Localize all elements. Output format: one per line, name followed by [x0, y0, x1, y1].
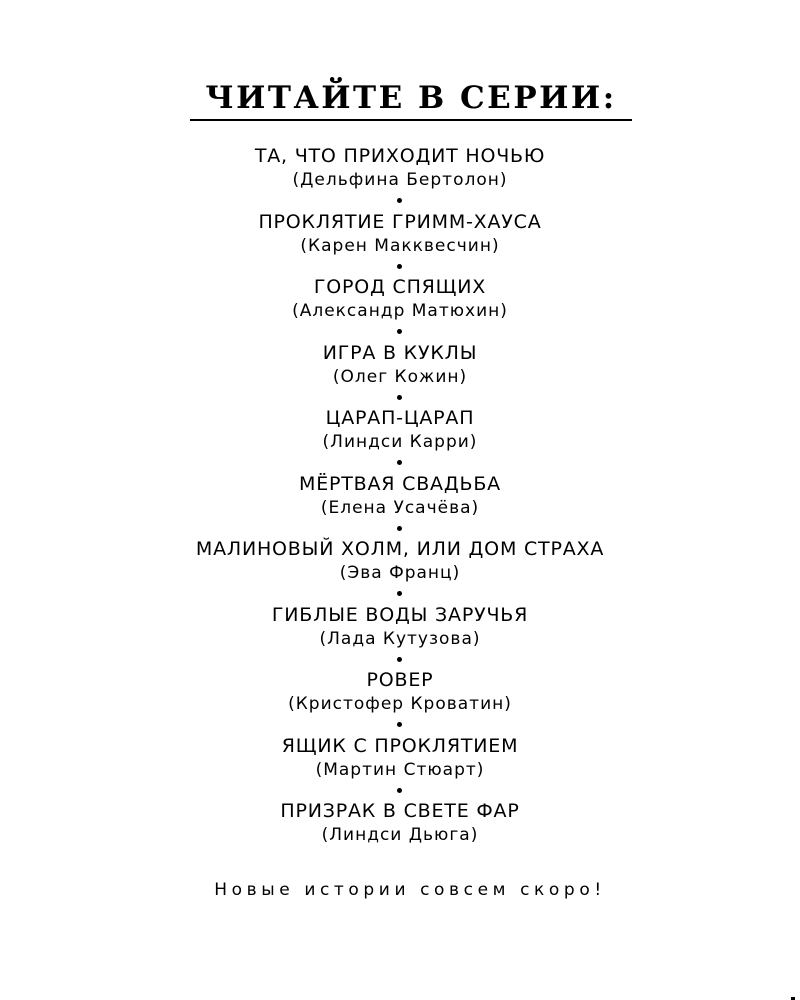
book-entry — [0, 799, 800, 865]
book-title: ПРИЗРАК В СВЕТЕ ФАР — [280, 800, 520, 822]
book-title: ПРОКЛЯТИЕ ГРИММ-ХАУСА — [258, 210, 542, 233]
book-title: ГОРОД СПЯЩИХ — [313, 276, 487, 298]
book-author: (Карен Макквесчин) — [300, 235, 500, 256]
book-entry — [0, 668, 800, 734]
separator-dot — [397, 329, 402, 334]
book-entry — [0, 275, 800, 341]
book-author: (Эва Франц) — [339, 563, 461, 583]
heading-underline — [190, 119, 632, 121]
book-entry — [0, 472, 800, 538]
book-title: МЁРТВАЯ СВАДЬБА — [299, 472, 501, 495]
book-entry — [0, 603, 800, 669]
book-title: ИГРА В КУКЛЫ — [322, 341, 478, 364]
coming-soon-note: Новые истории совсем скоро! — [214, 880, 606, 900]
book-title: ГИБЛЫЕ ВОДЫ ЗАРУЧЬЯ — [271, 603, 529, 626]
series-heading: ЧИТАЙТЕ В СЕРИИ: — [205, 80, 617, 116]
separator-dot — [397, 788, 402, 793]
book-title: ТА, ЧТО ПРИХОДИТ НОЧЬЮ — [254, 145, 546, 167]
separator-dot — [397, 657, 402, 662]
book-entry — [0, 144, 800, 210]
book-title: ЯЩИК С ПРОКЛЯТИЕМ — [281, 734, 519, 757]
book-author: (Линдси Дьюга) — [321, 825, 479, 845]
book-entry — [0, 210, 800, 276]
book-list — [0, 144, 800, 865]
book-title: ЦАРАП-ЦАРАП — [325, 407, 475, 429]
separator-dot — [397, 591, 402, 596]
book-author: (Линдси Карри) — [322, 432, 478, 452]
book-author: (Лада Кутузова) — [319, 628, 481, 649]
book-entry — [0, 537, 800, 603]
book-author: (Кристофер Кроватин) — [288, 694, 512, 714]
book-author: (Олег Кожин) — [332, 366, 468, 387]
book-title: РОВЕР — [366, 669, 434, 691]
book-author: (Дельфина Бертолон) — [292, 170, 508, 190]
separator-dot — [397, 526, 402, 531]
book-author: (Елена Усачёва) — [320, 497, 480, 518]
separator-dot — [397, 460, 402, 465]
separator-dot — [397, 264, 402, 269]
book-title: МАЛИНОВЫЙ ХОЛМ, ИЛИ ДОМ СТРАХА — [195, 538, 605, 560]
book-author: (Мартин Стюарт) — [315, 759, 485, 780]
book-entry — [0, 406, 800, 472]
book-entry — [0, 734, 800, 800]
separator-dot — [397, 722, 402, 727]
book-author: (Александр Матюхин) — [292, 301, 508, 321]
separator-dot — [397, 198, 402, 203]
book-entry — [0, 341, 800, 407]
separator-dot — [397, 395, 402, 400]
